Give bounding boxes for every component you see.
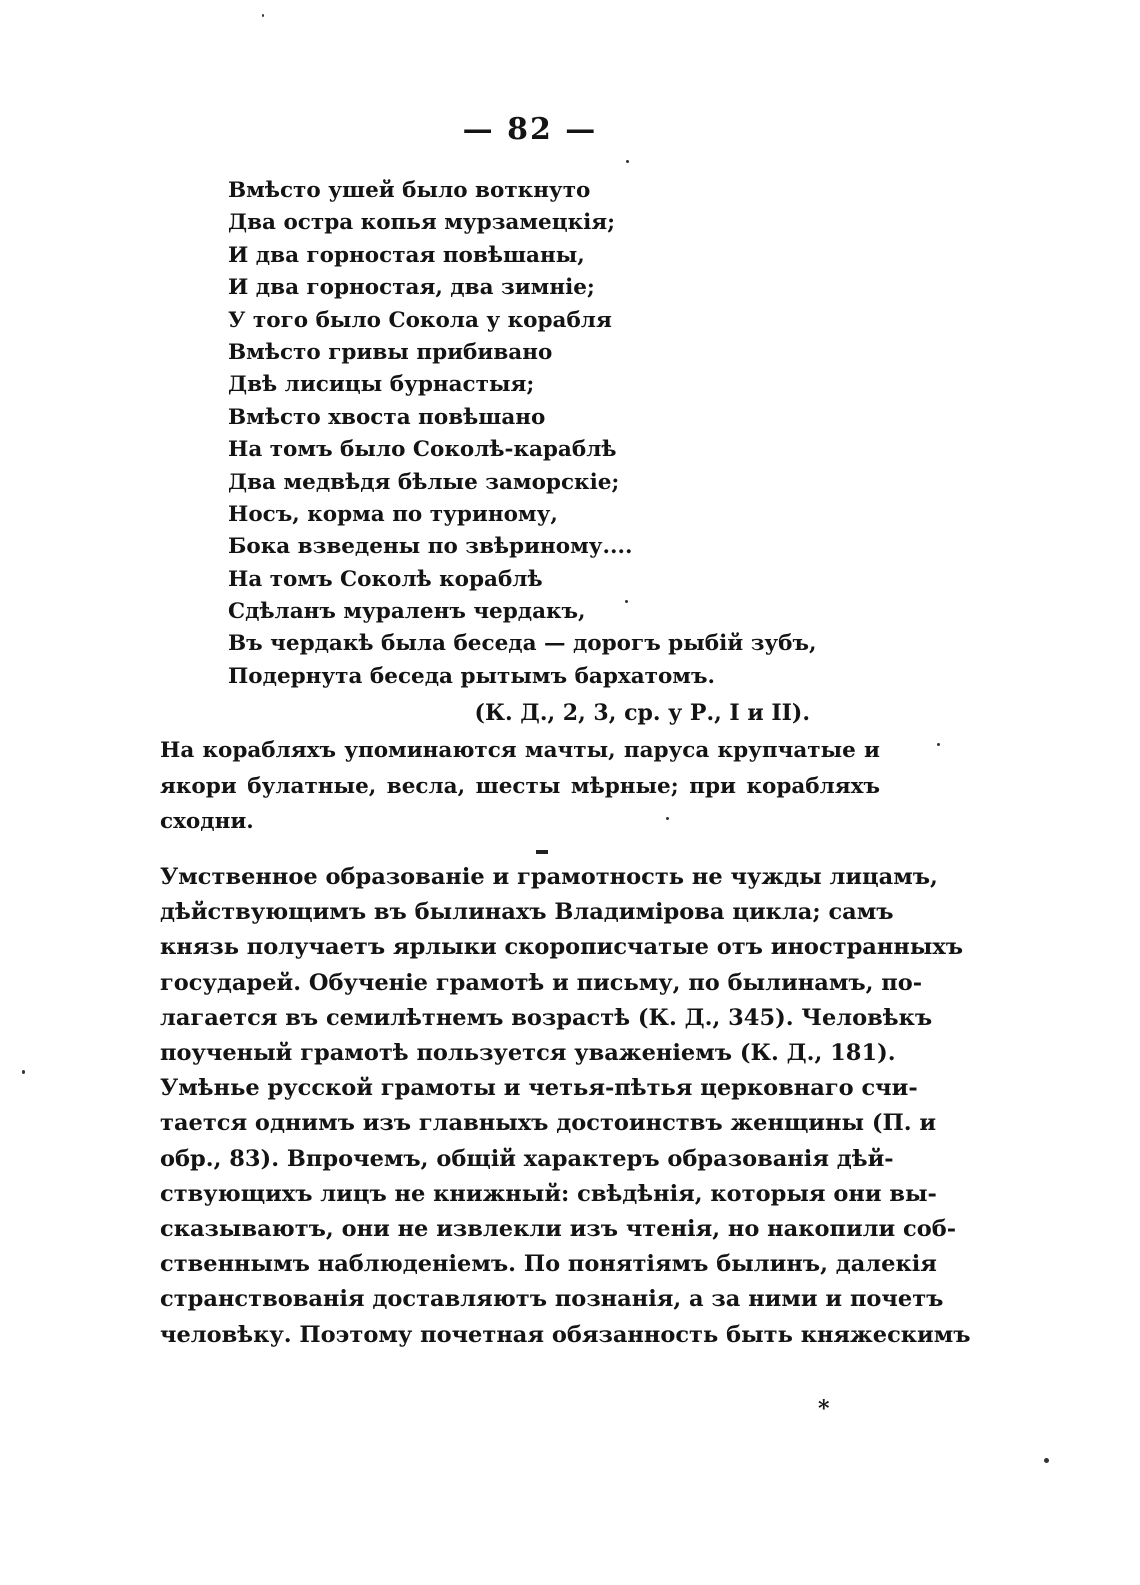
paragraph-line: Умѣнье русской грамоты и четья-пѣтья церковнаго счи- xyxy=(160,1075,918,1102)
poem-line: И два горностая повѣшаны, xyxy=(228,242,585,268)
section-separator xyxy=(536,850,548,854)
paragraph-ships xyxy=(160,733,880,840)
print-speck xyxy=(626,160,629,163)
paragraph-line: государей. Обученіе грамотѣ и письму, по былинамъ, по- xyxy=(160,969,923,996)
paragraph-line: На корабляхъ упоминаются мачты, паруса крупчатые и xyxy=(160,738,880,763)
page-number: — 82 — xyxy=(462,112,598,147)
paragraph-education xyxy=(160,860,971,1353)
print-speck xyxy=(22,1070,25,1074)
print-speck xyxy=(262,14,264,17)
poem-line: Подернута беседа рытымъ бархатомъ. xyxy=(228,663,715,689)
paragraph-line: сходни. xyxy=(160,809,254,834)
poem-line: Два остра копья мурзамецкія; xyxy=(228,210,616,236)
paragraph-line: князь получаетъ ярлыки скорописчатые отъ иностранныхъ xyxy=(160,934,964,961)
paragraph-line: поученый грамотѣ пользуется уваженіемъ (К. Д., 181). xyxy=(160,1040,896,1067)
paragraph-line: ствующихъ лицъ не книжный: свѣдѣнія, которыя они вы- xyxy=(160,1180,937,1207)
poem-line: Вмѣсто гривы прибивано xyxy=(228,339,553,365)
paragraph-line: дѣйствующимъ въ былинахъ Владимірова цикла; самъ xyxy=(160,899,894,926)
poem-line: Сдѣланъ мураленъ чердакъ, xyxy=(228,599,586,625)
poem-line: Бока взведены по звѣриному.... xyxy=(228,534,633,560)
paragraph-line: обр., 83). Впрочемъ, общій характеръ образованія дѣй- xyxy=(160,1145,894,1172)
poem-block xyxy=(228,175,848,693)
poem-line: Вмѣсто ушей было воткнуто xyxy=(228,178,591,203)
print-speck xyxy=(666,817,669,820)
paragraph-line: ственнымъ наблюденіемъ. По понятіямъ былинъ, далекія xyxy=(160,1251,937,1278)
paragraph-line: странствованія доставляютъ познанія, а за ними и почетъ xyxy=(160,1286,944,1313)
poem-line: На томъ было Соколѣ-караблѣ xyxy=(228,437,617,463)
poem-line: Вмѣсто хвоста повѣшано xyxy=(228,404,546,430)
print-speck xyxy=(937,743,940,746)
print-speck xyxy=(1044,1458,1049,1463)
poem-line: Два медвѣдя бѣлые заморскіе; xyxy=(228,469,620,495)
signature-mark: * xyxy=(818,1396,830,1422)
poem-line: Въ чердакѣ была беседа — дорогъ рыбій зубъ, xyxy=(228,631,817,657)
paragraph-line: лагается въ семилѣтнемъ возрастѣ (К. Д., 345). Человѣкъ xyxy=(160,1004,933,1031)
paragraph-line: человѣку. Поэтому почетная обязанность быть княжескимъ xyxy=(160,1321,971,1348)
paragraph-line: тается однимъ изъ главныхъ достоинствъ женщины (П. и xyxy=(160,1110,937,1137)
poem-citation: (К. Д., 2, 3, ср. у Р., I и II). xyxy=(474,700,810,726)
poem-line: На томъ Соколѣ кораблѣ xyxy=(228,566,543,592)
poem-citation-row xyxy=(0,697,1060,729)
poem-line: У того было Сокола у корабля xyxy=(228,307,612,333)
print-speck xyxy=(625,600,628,603)
poem-line: Двѣ лисицы бурнастыя; xyxy=(228,372,535,398)
paragraph-line: сказываютъ, они не извлекли изъ чтенія, но накопили соб- xyxy=(160,1216,957,1243)
poem-line: И два горностая, два зимніе; xyxy=(228,275,595,301)
poem-line: Носъ, корма по туриному, xyxy=(228,501,558,527)
paragraph-line: якори булатные, весла, шесты мѣрные; при корабляхъ xyxy=(160,773,880,799)
paragraph-line: Умственное образованіе и грамотность не чужды лицамъ, xyxy=(160,864,938,890)
